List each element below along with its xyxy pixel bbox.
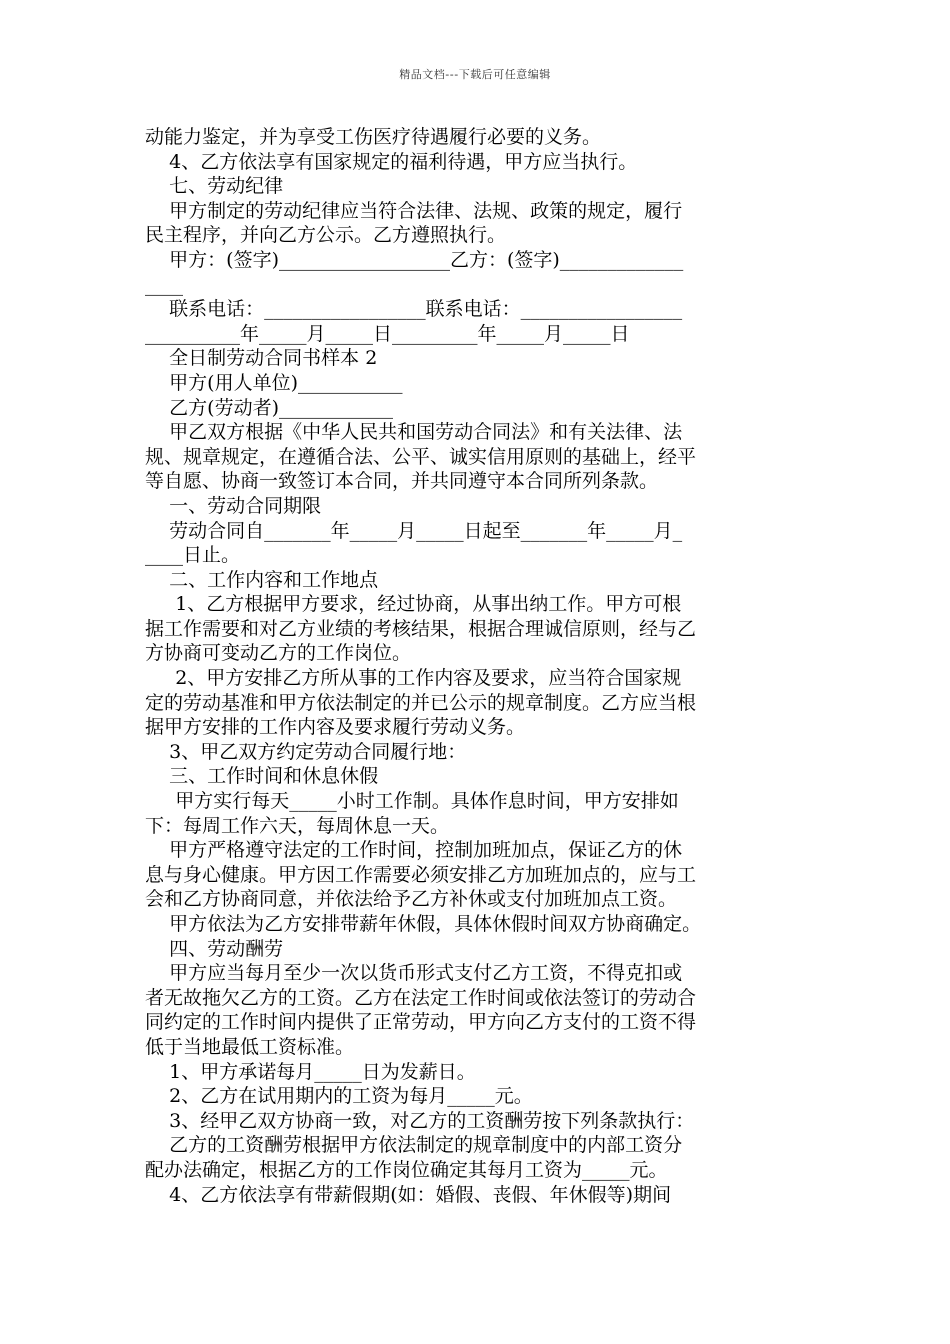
text-line: 据甲方安排的工作内容及要求履行劳动义务。: [145, 716, 526, 739]
text-line: 三、工作时间和休息休假: [145, 765, 379, 788]
text-line: 甲方制定的劳动纪律应当符合法律、法规、政策的规定，履行: [145, 199, 683, 222]
text-line: 4、乙方依法享有国家规定的福利待遇，甲方应当执行。: [145, 150, 638, 173]
text-line: ____日止。: [145, 544, 241, 567]
text-line: 会和乙方协商同意，并依法给予乙方补休或支付加班加点工资。: [145, 888, 678, 911]
text-line: 一、劳动合同期限: [145, 494, 322, 517]
text-line: 乙方的工资酬劳根据甲方依法制定的规章制度中的内部工资分: [145, 1134, 683, 1157]
text-line: ____: [145, 273, 183, 296]
text-line: 七、劳动纪律: [145, 175, 284, 198]
document-body: [145, 125, 810, 1207]
text-line: 全日制劳动合同书样本 2: [145, 347, 378, 370]
text-line: 甲方严格遵守法定的工作时间，控制加班加点，保证乙方的休: [145, 839, 683, 862]
text-line: 方协商可变动乙方的工作岗位。: [145, 642, 412, 665]
text-line: 4、乙方依法享有带薪假期(如：婚假、丧假、年休假等)期间: [145, 1183, 672, 1206]
text-line: 1、甲方承诺每月_____日为发薪日。: [145, 1060, 476, 1083]
text-line: 二、工作内容和工作地点: [145, 568, 379, 591]
text-line: 民主程序，并向乙方公示。乙方遵照执行。: [145, 224, 507, 247]
text-line: 劳动合同自_______年_____月_____日起至_______年_____月_: [145, 519, 683, 542]
text-line: 等自愿、协商一致签订本合同，并共同遵守本合同所列条款。: [145, 470, 659, 493]
text-line: 甲方：(签字)__________________乙方：(签字)_____________: [145, 248, 684, 271]
text-line: 同约定的工作时间内提供了正常劳动，甲方向乙方支付的工资不得: [145, 1011, 697, 1034]
text-line: 甲方依法为乙方安排带薪年休假，具体休假时间双方协商确定。: [145, 913, 702, 935]
text-line: __________年_____月_____日_________年_____月_____日: [145, 322, 630, 345]
text-line: 四、劳动酬劳: [145, 937, 284, 960]
text-line: 2、乙方在试用期内的工资为每月_____元。: [145, 1085, 533, 1108]
text-line: 3、经甲乙双方协商一致，对乙方的工资酬劳按下列条款执行：: [145, 1109, 695, 1132]
text-line: 息与身心健康。甲方因工作需要必须安排乙方加班加点的，应与工: [145, 863, 697, 886]
text-line: 定的劳动基准和甲方依法制定的并已公示的规章制度。乙方应当根: [145, 691, 697, 714]
text-line: 甲方实行每天_____小时工作制。具体作息时间，甲方安排如: [145, 790, 679, 813]
text-line: 者无故拖欠乙方的工资。乙方在法定工作时间或依法签订的劳动合: [145, 986, 697, 1009]
text-line: 甲方应当每月至少一次以货币形式支付乙方工资，不得克扣或: [145, 962, 683, 985]
text-line: 甲方(用人单位)___________: [145, 371, 403, 394]
text-line: 据工作需要和对乙方业绩的考核结果，根据合理诚信原则，经与乙: [145, 617, 697, 640]
text-line: 乙方(劳动者)____________: [145, 396, 393, 419]
text-line: 3、甲乙双方约定劳动合同履行地：: [145, 740, 467, 763]
text-line: 配办法确定，根据乙方的工作岗位确定其每月工资为_____元。: [145, 1158, 668, 1181]
text-line: 动能力鉴定，并为享受工伤医疗待遇履行必要的义务。: [145, 126, 602, 148]
page-header: 精品文档---下载后可任意编辑: [399, 68, 551, 81]
text-line: 1、乙方根据甲方要求，经过协商，从事出纳工作。甲方可根: [145, 593, 682, 616]
text-line: 甲乙双方根据《中华人民共和国劳动合同法》和有关法律、法: [145, 421, 683, 444]
text-line: 下：每周工作六天，每周休息一天。: [145, 814, 450, 837]
text-line: 规、规章规定，在遵循合法、公平、诚实信用原则的基础上，经平: [145, 445, 697, 468]
text-line: 联系电话：_________________联系电话：_________________: [145, 298, 683, 321]
text-line: 2、甲方安排乙方所从事的工作内容及要求，应当符合国家规: [145, 667, 682, 690]
text-line: 低于当地最低工资标准。: [145, 1035, 355, 1058]
